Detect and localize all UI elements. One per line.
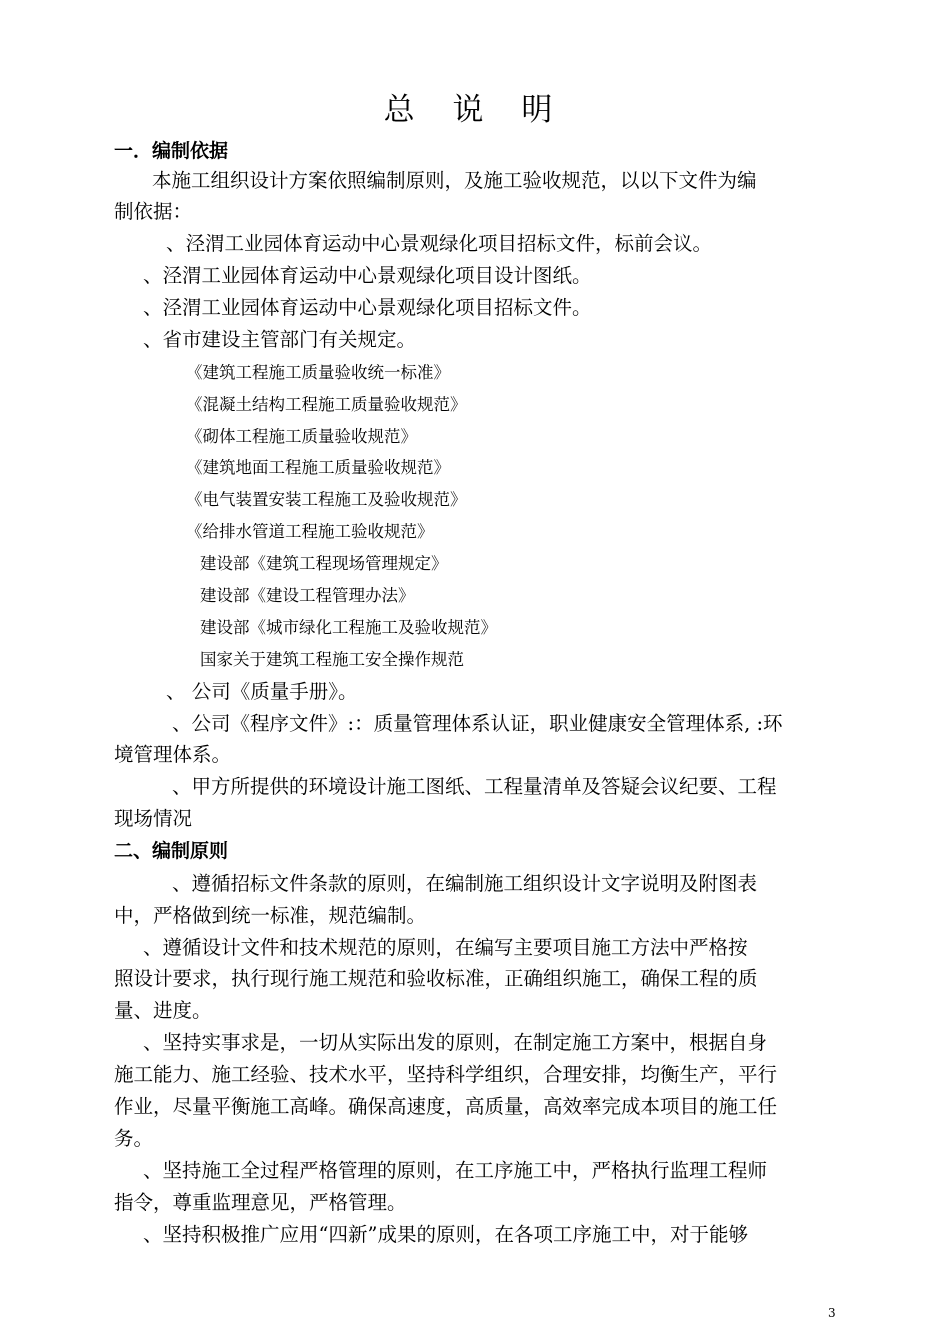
standard-item: 《砌体工程施工质量验收规范》 [186,427,417,446]
paragraph-line: 中，严格做到统一标准，规范编制。 [114,904,427,927]
standard-item: 《电气装置安装工程施工及验收规范》 [186,490,467,509]
standard-item: 《给排水管道工程施工验收规范》 [186,522,434,541]
list-item: 、省市建设主管部门有关规定。 [143,328,417,351]
standard-item: 建设部《城市绿化工程施工及验收规范》 [200,618,497,637]
paragraph-line: 作业，尽量平衡施工高峰。确保高速度，高质量，高效率完成本项目的施工任 [114,1095,778,1118]
page-number: 3 [828,1306,836,1320]
paragraph-line: 施工能力、施工经验、技术水平，坚持科学组织，合理安排，均衡生产，平行 [114,1063,778,1086]
paragraph-line: 制依据： [114,200,193,223]
standard-item: 《建筑地面工程施工质量验收规范》 [186,458,450,477]
list-item: 、泾渭工业园体育运动中心景观绿化项目招标文件，标前会议。 [166,232,713,255]
standard-item: 《混凝土结构工程施工质量验收规范》 [186,395,467,414]
paragraph-line: 、坚持施工全过程严格管理的原则，在工序施工中，严格执行监理工程师 [143,1159,768,1182]
paragraph-line: 、坚持实事求是，一切从实际出发的原则，在制定施工方案中，根据自身 [143,1031,768,1054]
list-item: 、公司《程序文件》:：质量管理体系认证，职业健康安全管理体系, :环 [172,712,783,735]
standard-item: 建设部《建筑工程现场管理规定》 [200,554,448,573]
list-item: 、泾渭工业园体育运动中心景观绿化项目设计图纸。 [143,264,592,287]
paragraph-line: 、遵循招标文件条款的原则，在编制施工组织设计文字说明及附图表 [172,872,758,895]
paragraph-line: 境管理体系。 [114,743,232,766]
standard-item: 国家关于建筑工程施工安全操作规范 [200,650,464,669]
document-title: 总 说 明 [383,92,567,128]
section-heading-principles: 二、编制原则 [114,840,229,862]
paragraph-line: 务。 [114,1127,154,1150]
paragraph-line: 、遵循设计文件和技术规范的原则，在编写主要项目施工方法中严格按 [143,936,748,959]
list-item: 、 公司《质量手册》。 [166,680,358,703]
paragraph-line: 、坚持积极推广应用“四新”成果的原则，在各项工序施工中，对于能够 [143,1223,748,1246]
section-heading-basis: 一．编制依据 [114,140,229,162]
paragraph-line: 本施工组织设计方案依照编制原则，及施工验收规范，以以下文件为编 [152,169,757,192]
standard-item: 《建筑工程施工质量验收统一标准》 [186,363,450,382]
standard-item: 建设部《建设工程管理办法》 [200,586,415,605]
list-item: 、泾渭工业园体育运动中心景观绿化项目招标文件。 [143,296,592,319]
paragraph-line: 现场情况 [114,807,193,830]
list-item: 、甲方所提供的环境设计施工图纸、工程量清单及答疑会议纪要、工程 [172,775,777,798]
paragraph-line: 指令，尊重监理意见，严格管理。 [114,1191,407,1214]
paragraph-line: 照设计要求，执行现行施工规范和验收标准，正确组织施工，确保工程的质 [114,967,758,990]
paragraph-line: 量、进度。 [114,999,212,1022]
